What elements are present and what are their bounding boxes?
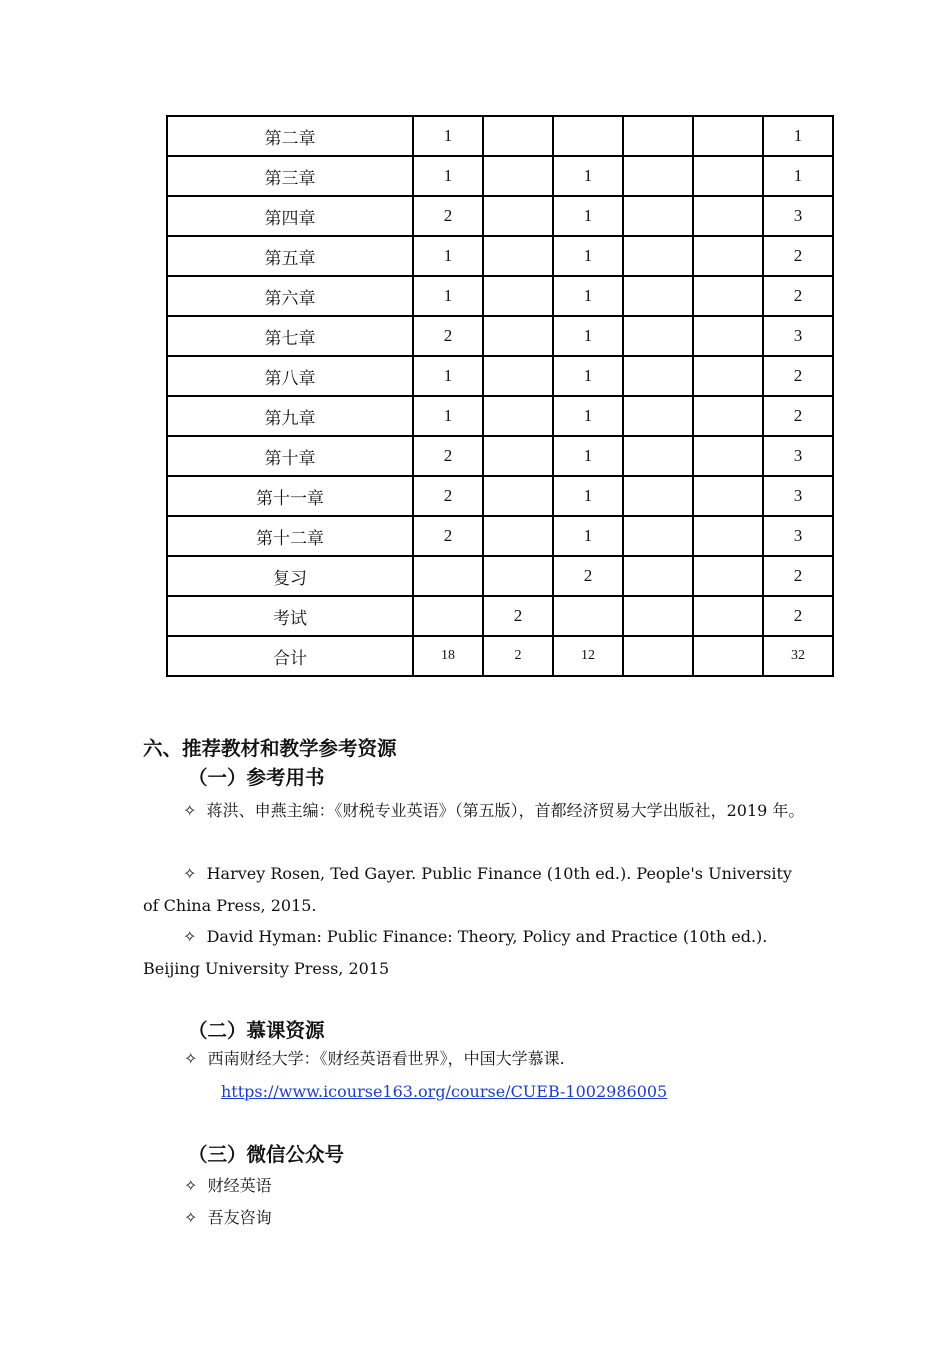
hours-cell: 1: [413, 236, 483, 276]
hours-cell: 3: [763, 436, 833, 476]
hours-cell: 2: [763, 276, 833, 316]
hours-cell: 18: [413, 636, 483, 676]
hours-cell: 1: [553, 436, 623, 476]
hours-cell: 2: [413, 476, 483, 516]
hours-cell: [623, 196, 693, 236]
table-row: [167, 156, 833, 196]
hours-cell: [623, 516, 693, 556]
hours-cell: 1: [413, 116, 483, 156]
mooc-item: [184, 1047, 565, 1071]
hours-cell: 2: [483, 596, 553, 636]
row-label-cell: 第四章: [167, 196, 413, 236]
hours-cell: [483, 516, 553, 556]
hours-cell: [483, 436, 553, 476]
hours-cell: 2: [413, 196, 483, 236]
hours-cell: [623, 436, 693, 476]
table-row: [167, 636, 833, 676]
diamond-bullet-icon: ✧: [184, 1208, 198, 1227]
hours-cell: [483, 236, 553, 276]
hours-cell: 1: [413, 276, 483, 316]
diamond-bullet-icon: ✧: [183, 801, 197, 820]
hours-cell: [693, 636, 763, 676]
hours-cell: [483, 356, 553, 396]
subsection-heading-wechat: （三）微信公众号: [188, 1143, 345, 1166]
hours-cell: 3: [763, 476, 833, 516]
hours-cell: 2: [413, 516, 483, 556]
diamond-bullet-icon: ✧: [184, 1176, 198, 1195]
course-hours-table: [166, 115, 834, 677]
reference-book-item: [143, 921, 811, 985]
hours-cell: [693, 596, 763, 636]
table-row: [167, 276, 833, 316]
row-label-cell: 第十二章: [167, 516, 413, 556]
subsection-heading-books: （一）参考用书: [188, 766, 325, 789]
hours-cell: [623, 156, 693, 196]
table-row: [167, 436, 833, 476]
row-label-cell: 第六章: [167, 276, 413, 316]
hours-cell: 1: [763, 116, 833, 156]
hours-cell: 1: [553, 196, 623, 236]
hours-cell: [483, 276, 553, 316]
hours-cell: [693, 356, 763, 396]
hours-cell: 3: [763, 196, 833, 236]
hours-cell: 1: [553, 356, 623, 396]
mooc-link[interactable]: https://www.icourse163.org/course/CUEB-1002986005: [221, 1082, 668, 1101]
hours-cell: 1: [763, 156, 833, 196]
diamond-bullet-icon: ✧: [183, 864, 197, 883]
hours-cell: 2: [413, 316, 483, 356]
hours-cell: [623, 316, 693, 356]
hours-cell: [553, 596, 623, 636]
hours-cell: [693, 316, 763, 356]
reference-book-text: 蒋洪、申燕主编：《财税专业英语》（第五版），首都经济贸易大学出版社，2019 年。: [206, 801, 805, 820]
hours-cell: 2: [763, 356, 833, 396]
hours-cell: 1: [413, 356, 483, 396]
hours-cell: 1: [553, 156, 623, 196]
hours-cell: 3: [763, 316, 833, 356]
row-label-cell: 第九章: [167, 396, 413, 436]
hours-cell: [483, 556, 553, 596]
diamond-bullet-icon: ✧: [184, 1049, 198, 1068]
hours-cell: 1: [413, 156, 483, 196]
wechat-item: [184, 1174, 272, 1198]
hours-cell: 2: [553, 556, 623, 596]
hours-cell: 2: [763, 596, 833, 636]
table-row: [167, 196, 833, 236]
hours-cell: 12: [553, 636, 623, 676]
table-row: [167, 356, 833, 396]
hours-cell: [483, 116, 553, 156]
subsection-heading-mooc: （二）慕课资源: [188, 1019, 325, 1042]
hours-cell: [693, 556, 763, 596]
reference-book-item: [143, 858, 811, 922]
hours-cell: [413, 556, 483, 596]
hours-cell: 2: [483, 636, 553, 676]
row-label-cell: 第五章: [167, 236, 413, 276]
hours-cell: [623, 276, 693, 316]
row-label-cell: 复习: [167, 556, 413, 596]
diamond-bullet-icon: ✧: [183, 927, 197, 946]
course-hours-table-body: [167, 116, 833, 676]
row-label-cell: 第八章: [167, 356, 413, 396]
hours-cell: 1: [413, 396, 483, 436]
hours-cell: [553, 116, 623, 156]
hours-cell: [693, 516, 763, 556]
hours-cell: [693, 116, 763, 156]
hours-cell: 1: [553, 476, 623, 516]
hours-cell: 1: [553, 396, 623, 436]
row-label-cell: 第十一章: [167, 476, 413, 516]
hours-cell: 3: [763, 516, 833, 556]
hours-cell: [623, 556, 693, 596]
hours-cell: [623, 236, 693, 276]
hours-cell: 1: [553, 516, 623, 556]
reference-book-item: [143, 795, 811, 827]
hours-cell: [693, 476, 763, 516]
hours-cell: [413, 596, 483, 636]
wechat-account-name: 财经英语: [207, 1176, 272, 1195]
hours-cell: [693, 396, 763, 436]
hours-cell: 1: [553, 236, 623, 276]
table-row: [167, 476, 833, 516]
hours-cell: [483, 476, 553, 516]
hours-cell: [693, 236, 763, 276]
hours-cell: [623, 596, 693, 636]
table-row: [167, 516, 833, 556]
hours-cell: [483, 156, 553, 196]
hours-cell: [623, 636, 693, 676]
table-row: [167, 236, 833, 276]
hours-cell: [693, 436, 763, 476]
wechat-account-name: 吾友咨询: [207, 1208, 272, 1227]
row-label-cell: 第十章: [167, 436, 413, 476]
section-heading: 六、推荐教材和教学参考资源: [143, 737, 397, 760]
hours-cell: [483, 396, 553, 436]
row-label-cell: 考试: [167, 596, 413, 636]
hours-cell: 2: [763, 556, 833, 596]
table-row: [167, 396, 833, 436]
hours-cell: [483, 196, 553, 236]
hours-cell: 2: [413, 436, 483, 476]
table-row: [167, 596, 833, 636]
hours-cell: [623, 396, 693, 436]
table-row: [167, 116, 833, 156]
hours-cell: [693, 276, 763, 316]
table-row: [167, 556, 833, 596]
hours-cell: [693, 156, 763, 196]
hours-cell: [623, 476, 693, 516]
row-label-cell: 合计: [167, 636, 413, 676]
hours-cell: 2: [763, 236, 833, 276]
row-label-cell: 第二章: [167, 116, 413, 156]
row-label-cell: 第七章: [167, 316, 413, 356]
reference-book-text: David Hyman: Public Finance: Theory, Policy and Practice (10th ed.). Beijing University Press, 2015: [143, 927, 768, 978]
hours-cell: 1: [553, 276, 623, 316]
row-label-cell: 第三章: [167, 156, 413, 196]
reference-book-text: Harvey Rosen, Ted Gayer. Public Finance (10th ed.). People's University of China Press, 2015.: [143, 864, 792, 915]
hours-cell: [693, 196, 763, 236]
table-row: [167, 316, 833, 356]
wechat-item: [184, 1206, 272, 1230]
hours-cell: [623, 356, 693, 396]
hours-cell: 32: [763, 636, 833, 676]
hours-cell: [483, 316, 553, 356]
hours-cell: 2: [763, 396, 833, 436]
mooc-text: 西南财经大学：《财经英语看世界》，中国大学慕课.: [207, 1049, 565, 1068]
hours-cell: [623, 116, 693, 156]
hours-cell: 1: [553, 316, 623, 356]
